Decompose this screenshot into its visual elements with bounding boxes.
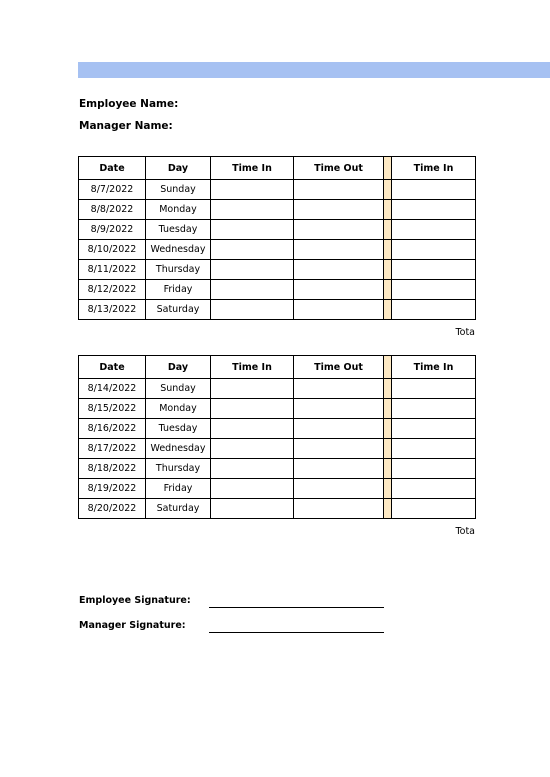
time-in-2-cell[interactable] [392, 300, 476, 320]
week1-timesheet-table [78, 156, 476, 320]
time-in-2-cell[interactable] [392, 379, 476, 399]
table-row [79, 260, 476, 280]
time-in-2-cell[interactable] [392, 459, 476, 479]
time-in-2-cell[interactable] [392, 479, 476, 499]
manager-signature-label: Manager Signature: [79, 620, 186, 631]
separator-cell [384, 479, 392, 499]
day-cell: Saturday [146, 300, 211, 320]
time-in-2-cell[interactable] [392, 200, 476, 220]
date-column-header: Date [79, 157, 146, 180]
date-cell: 8/20/2022 [79, 499, 146, 519]
time-out-column-header: Time Out [294, 157, 384, 180]
separator-cell [384, 459, 392, 479]
separator-cell [384, 220, 392, 240]
time-out-column-header: Time Out [294, 356, 384, 379]
time-in-column-header: Time In [211, 157, 294, 180]
manager-signature-line[interactable] [209, 632, 384, 633]
time-out-cell[interactable] [294, 300, 384, 320]
table-row [79, 479, 476, 499]
employee-signature-label: Employee Signature: [79, 595, 191, 606]
time-in-2-cell[interactable] [392, 220, 476, 240]
day-cell: Sunday [146, 180, 211, 200]
time-out-cell[interactable] [294, 240, 384, 260]
time-in-cell[interactable] [211, 180, 294, 200]
time-out-cell[interactable] [294, 260, 384, 280]
day-cell: Sunday [146, 379, 211, 399]
week2-total-label: Tota [455, 526, 475, 537]
time-in-2-cell[interactable] [392, 439, 476, 459]
date-cell: 8/8/2022 [79, 200, 146, 220]
time-in-2-cell[interactable] [392, 280, 476, 300]
time-out-cell[interactable] [294, 379, 384, 399]
employee-name-label: Employee Name: [79, 98, 179, 110]
time-in-cell[interactable] [211, 280, 294, 300]
table-row [79, 300, 476, 320]
table-row [79, 459, 476, 479]
date-cell: 8/7/2022 [79, 180, 146, 200]
day-cell: Wednesday [146, 439, 211, 459]
header-banner [78, 62, 550, 78]
date-cell: 8/19/2022 [79, 479, 146, 499]
date-cell: 8/17/2022 [79, 439, 146, 459]
time-in-2-cell[interactable] [392, 180, 476, 200]
date-cell: 8/11/2022 [79, 260, 146, 280]
separator-cell [384, 499, 392, 519]
separator-cell [384, 399, 392, 419]
time-out-cell[interactable] [294, 280, 384, 300]
date-cell: 8/14/2022 [79, 379, 146, 399]
time-in-2-cell[interactable] [392, 260, 476, 280]
separator-cell [384, 300, 392, 320]
separator-cell [384, 419, 392, 439]
day-cell: Friday [146, 479, 211, 499]
day-cell: Saturday [146, 499, 211, 519]
time-out-cell[interactable] [294, 180, 384, 200]
table-row [79, 200, 476, 220]
date-cell: 8/10/2022 [79, 240, 146, 260]
time-out-cell[interactable] [294, 220, 384, 240]
date-cell: 8/12/2022 [79, 280, 146, 300]
separator-cell [384, 280, 392, 300]
table-row [79, 399, 476, 419]
time-out-cell[interactable] [294, 459, 384, 479]
week2-timesheet-table [78, 355, 476, 519]
separator-cell [384, 379, 392, 399]
table-row [79, 419, 476, 439]
separator-cell [384, 200, 392, 220]
separator-cell [384, 240, 392, 260]
table-row [79, 499, 476, 519]
day-column-header: Day [146, 157, 211, 180]
day-cell: Wednesday [146, 240, 211, 260]
time-in-cell[interactable] [211, 200, 294, 220]
time-in-cell[interactable] [211, 260, 294, 280]
time-out-cell[interactable] [294, 479, 384, 499]
table-row [79, 280, 476, 300]
day-cell: Tuesday [146, 419, 211, 439]
day-cell: Tuesday [146, 220, 211, 240]
separator-column [384, 157, 392, 180]
time-out-cell[interactable] [294, 399, 384, 419]
time-in-2-cell[interactable] [392, 240, 476, 260]
table-row [79, 379, 476, 399]
time-in-cell[interactable] [211, 439, 294, 459]
time-in-column-header: Time In [211, 356, 294, 379]
date-cell: 8/13/2022 [79, 300, 146, 320]
day-cell: Friday [146, 280, 211, 300]
time-in-2-column-header: Time In [392, 157, 476, 180]
date-cell: 8/18/2022 [79, 459, 146, 479]
time-in-cell[interactable] [211, 419, 294, 439]
table-row [79, 180, 476, 200]
time-in-cell[interactable] [211, 240, 294, 260]
time-in-cell[interactable] [211, 499, 294, 519]
date-column-header: Date [79, 356, 146, 379]
day-cell: Thursday [146, 260, 211, 280]
manager-name-label: Manager Name: [79, 120, 173, 132]
date-cell: 8/16/2022 [79, 419, 146, 439]
time-out-cell[interactable] [294, 439, 384, 459]
time-out-cell[interactable] [294, 419, 384, 439]
table-header-row [79, 356, 476, 379]
day-column-header: Day [146, 356, 211, 379]
time-in-2-cell[interactable] [392, 499, 476, 519]
time-in-cell[interactable] [211, 220, 294, 240]
time-in-2-column-header: Time In [392, 356, 476, 379]
employee-signature-line[interactable] [209, 607, 384, 608]
date-cell: 8/9/2022 [79, 220, 146, 240]
time-in-cell[interactable] [211, 399, 294, 419]
time-in-2-cell[interactable] [392, 419, 476, 439]
week1-total-label: Tota [455, 327, 475, 338]
time-in-cell[interactable] [211, 379, 294, 399]
table-header-row [79, 157, 476, 180]
time-in-cell[interactable] [211, 300, 294, 320]
day-cell: Monday [146, 200, 211, 220]
separator-cell [384, 180, 392, 200]
separator-column [384, 356, 392, 379]
time-out-cell[interactable] [294, 499, 384, 519]
separator-cell [384, 439, 392, 459]
table-row [79, 220, 476, 240]
day-cell: Thursday [146, 459, 211, 479]
date-cell: 8/15/2022 [79, 399, 146, 419]
table-row [79, 240, 476, 260]
time-out-cell[interactable] [294, 200, 384, 220]
time-in-2-cell[interactable] [392, 399, 476, 419]
time-in-cell[interactable] [211, 459, 294, 479]
day-cell: Monday [146, 399, 211, 419]
time-in-cell[interactable] [211, 479, 294, 499]
table-row [79, 439, 476, 459]
separator-cell [384, 260, 392, 280]
